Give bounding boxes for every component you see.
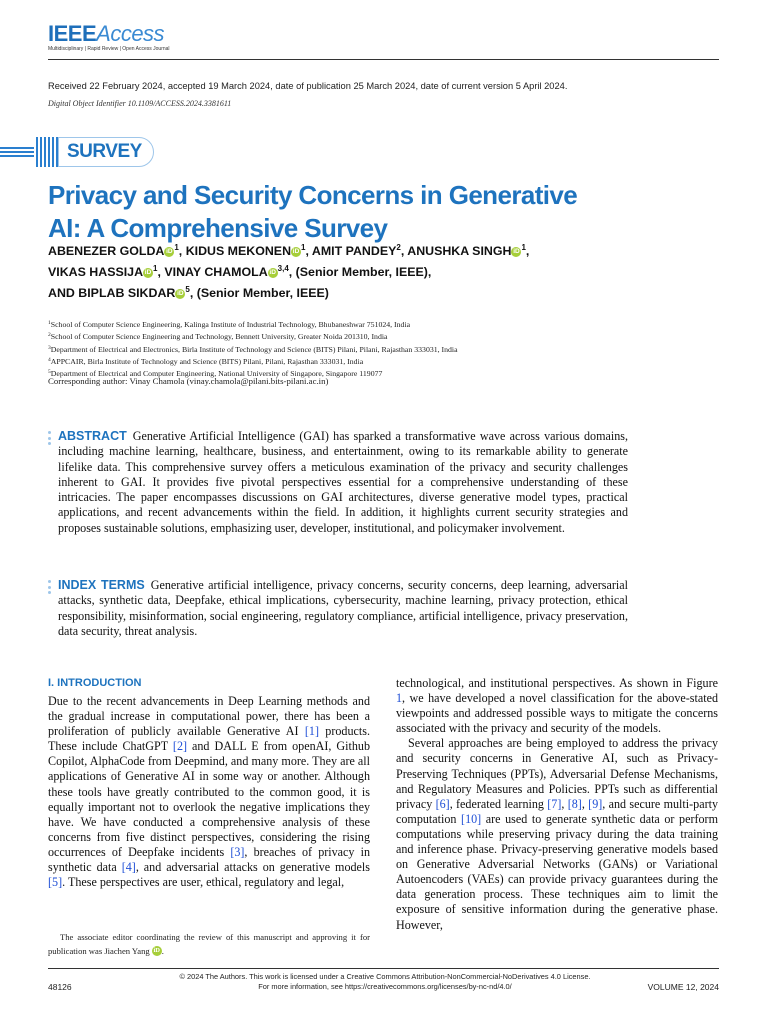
- author-name: AMIT PANDEY: [311, 244, 397, 258]
- body-text: , and secure multi-party computation: [396, 796, 719, 826]
- body-text: Due to the recent advancements in Deep Learning methods and the gradual increase in computational power, there has been a proliferation of publicly available Generative AI: [48, 694, 370, 739]
- paper-title: Privacy and Security Concerns in Generative AI: A Comprehensive Survey: [48, 180, 578, 243]
- orcid-icon[interactable]: iD: [177, 290, 184, 297]
- affiliation-item: [48, 330, 458, 342]
- body-text: products. These include ChatGPT: [48, 724, 370, 754]
- journal-logo: [48, 21, 164, 47]
- author-affiliation-number: 2: [396, 243, 401, 252]
- editor-footnote-text: The associate editor coordinating the review of this manuscript and approving it for publication was Jiachen Yang: [48, 932, 370, 956]
- citation-link[interactable]: [1]: [304, 724, 319, 739]
- affiliation-number: 1: [48, 320, 51, 326]
- body-text: , federated learning: [449, 796, 548, 811]
- intro-paragraph-2: [396, 736, 718, 932]
- citation-link[interactable]: [2]: [172, 739, 188, 754]
- affiliation-number: 5: [48, 369, 51, 376]
- body-text: . These perspectives are user, ethical, regulatory and legal,: [62, 875, 345, 890]
- author-name: AND BIPLAB SIKDAR: [48, 286, 176, 300]
- abstract-text: Generative Artificial Intelligence (GAI) has sparked a transformative wave across various domains, including machine learning, healthcare, business, and entertainment, owing to its remarkable ability to generate lifelike data. This comprehensive survey offers a meticulous examination of the privacy and security challenges inherent to GAI. It provides five pivotal perspectives essential for a comprehensive understanding of these intricacies. The paper encompasses discussions on GAI architectures, diverse generative model types, practical applications, and recent advancements within the field. In addition, it highlights current security strategies and proposes sustainable solutions, emphasizing user, developer, institutional, and policymaker involvement.: [58, 429, 628, 535]
- author-membership: , (Senior Member, IEEE): [189, 286, 329, 300]
- orcid-icon[interactable]: iD: [292, 248, 300, 255]
- affiliation-text: Department of Electrical and Computer Engineering, National University of Singapore, Singapore 119077: [50, 369, 383, 379]
- body-text: , and adversarial attacks on generative models: [135, 860, 370, 875]
- affiliation-text: Department of Electrical and Electronics, Birla Institute of Technology and Science (BITS) Pilani, Pilani, Rajasthan 333031, India: [50, 344, 458, 354]
- received-dates: Received 22 February 2024, accepted 19 March 2024, date of publication 25 March 2024, date of current version 5 April 2024.: [48, 81, 568, 91]
- author-affiliation-number: 3,4: [277, 264, 289, 273]
- license-line-2[interactable]: For more information, see https://creativecommons.org/licenses/by-nc-nd/4.0/: [258, 982, 512, 991]
- affiliation-number: 3: [48, 344, 51, 351]
- author-affiliation-number: 1: [153, 264, 158, 273]
- logo-ieee-text: IEEE: [48, 21, 97, 46]
- header-rule: [48, 59, 719, 60]
- footer-rule: [48, 968, 719, 969]
- body-text: , breaches of privacy in synthetic data: [48, 844, 370, 875]
- intro-paragraph-1: [48, 694, 370, 890]
- logo-access-text: Access: [96, 21, 165, 46]
- section-heading: I. INTRODUCTION: [48, 677, 142, 689]
- author-membership: , (Senior Member, IEEE),: [288, 265, 432, 279]
- body-text: and DALL E from openAI, Github Copilot, AlphaCode from Deepmind, and many more. They are all applications of Generative AI in some way or another. Although these tools have greatly contributed to the common good, it is equally important not to overlook the negative implications they have. We have conducted a comprehensive analysis of these concerns from five distinct perspectives, considering the rising occurrences of Deepfake incidents: [48, 739, 371, 859]
- body-column-right: [396, 676, 718, 933]
- body-text: are used to generate synthetic data or perform computations while preserving privacy during the data training and inference phase. Privacy-preserving generative models based on Generative Adversarial Networks (GANs) or Variational Autoencoders (VAEs) can provide privacy guarantees during the data generation process. These techniques aim to limit the exposure of sensitive information during the generative phase. However,: [396, 811, 718, 932]
- corresponding-author: Corresponding author: Vinay Chamola (vinay.chamola@pilani.bits-pilani.ac.in): [48, 376, 329, 386]
- author-name: ABENEZER GOLDA: [48, 244, 165, 258]
- doi-line: Digital Object Identifier 10.1109/ACCESS.2024.3381611: [48, 99, 232, 108]
- body-text: technological, and institutional perspectives. As shown in Figure: [396, 676, 718, 690]
- body-text: ,: [581, 796, 589, 811]
- citation-link[interactable]: [5]: [48, 875, 63, 890]
- author-name: VINAY CHAMOLA: [164, 265, 268, 279]
- citation-link[interactable]: [3]: [230, 844, 245, 859]
- affiliation-text: School of Computer Science Engineering and Technology, Bennett University, Greater Noida 201310, India: [50, 332, 388, 342]
- author-name: ANUSHKA SINGH: [407, 244, 512, 258]
- author-line-2: VIKAS HASSIJA iD $^1$, VINAY CHAMOLA iD $^{3,4}$, (Senior Member, IEEE),: [48, 264, 432, 279]
- orcid-icon[interactable]: iD: [144, 269, 152, 276]
- license-notice: [150, 972, 620, 992]
- body-text: ,: [561, 796, 568, 811]
- index-terms-text: Generative artificial intelligence, privacy concerns, security concerns, deep learning, adversarial attacks, synthetic data, Deepfake, ethical implications, cybersecurity, machine learning, privacy protection, ethical responsibility, misinformation, social engineering, regulatory compliance, artificial intelligence, privacy preservation, data security, threat analysis.: [58, 578, 628, 638]
- license-line-1: © 2024 The Authors. This work is licensed under a Creative Commons Attribution-NonCommercial-NoDerivatives 4.0 License.: [179, 972, 591, 981]
- affiliation-number: 4: [48, 356, 51, 363]
- body-text: , we have developed a novel classification for the above-stated viewpoints and addressed possible ways to mitigate the concerns associated with the privacy and security of the models.: [396, 691, 718, 736]
- body-column-left: [48, 676, 370, 890]
- page-number: 48126: [48, 982, 72, 992]
- abstract-label: ABSTRACT: [58, 429, 127, 443]
- abstract-dots-icon: [48, 431, 51, 448]
- citation-link[interactable]: [7]: [547, 796, 562, 811]
- author-list: [48, 239, 648, 302]
- section-badge: SURVEY: [67, 141, 142, 162]
- affiliation-text: School of Computer Science Engineering, Kalinga Institute of Industrial Technology, Bhubaneshwar 751024, India: [50, 320, 411, 329]
- citation-link[interactable]: [9]: [588, 796, 603, 811]
- journal-tagline: Multidisciplinary | Rapid Review | Open Access Journal: [48, 46, 170, 52]
- volume-label: VOLUME 12, 2024: [647, 982, 719, 992]
- index-terms: [58, 578, 628, 639]
- index-terms-dots-icon: [48, 580, 51, 597]
- citation-link[interactable]: [4]: [121, 860, 136, 875]
- affiliation-text: APPCAIR, Birla Institute of Technology and Science (BITS) Pilani, Pilani, Rajasthan 333031, India: [50, 356, 364, 366]
- index-terms-label: INDEX TERMS: [58, 578, 145, 592]
- affiliation-item: [48, 355, 458, 367]
- citation-link[interactable]: [8]: [567, 796, 582, 811]
- orcid-icon[interactable]: iD: [269, 269, 276, 276]
- intro-paragraph-1-continued: [396, 676, 718, 736]
- body-text: Several approaches are being employed to address the privacy and security concerns in Generative AI, such as Privacy-Preserving Techniques (PPTs), Adversarial Defense Mechanisms, and Regulatory Measures and Policies. PPTs such as differential privacy: [396, 736, 718, 811]
- author-affiliation-number: 1: [174, 243, 179, 252]
- author-affiliation-number: 1: [521, 243, 526, 252]
- citation-link[interactable]: [10]: [461, 811, 482, 826]
- citation-link[interactable]: 1: [396, 691, 403, 706]
- affiliations: [48, 318, 458, 379]
- affiliation-number: 2: [48, 332, 51, 339]
- citation-link[interactable]: [6]: [435, 796, 450, 811]
- orcid-icon[interactable]: iD: [513, 248, 520, 255]
- orcid-icon[interactable]: iD: [166, 248, 173, 255]
- author-name: KIDUS MEKONEN: [185, 244, 292, 258]
- editor-footnote: The associate editor coordinating the review of this manuscript and approving it for publication was Jiachen Yang iD .: [48, 932, 370, 956]
- affiliation-item: [48, 343, 458, 355]
- orcid-icon[interactable]: iD: [153, 947, 160, 954]
- author-affiliation-number: 1: [301, 243, 306, 252]
- author-line-1: ABENEZER GOLDA iD $^1$, KIDUS MEKONEN iD $^1$, AMIT PANDEY$^2$, ANUSHKA SINGH iD $^1$,: [48, 243, 530, 258]
- affiliation-item: [48, 318, 458, 330]
- author-affiliation-number: 5: [185, 285, 190, 294]
- author-name: VIKAS HASSIJA: [48, 265, 144, 279]
- abstract: [58, 429, 628, 536]
- author-line-3: [48, 281, 648, 302]
